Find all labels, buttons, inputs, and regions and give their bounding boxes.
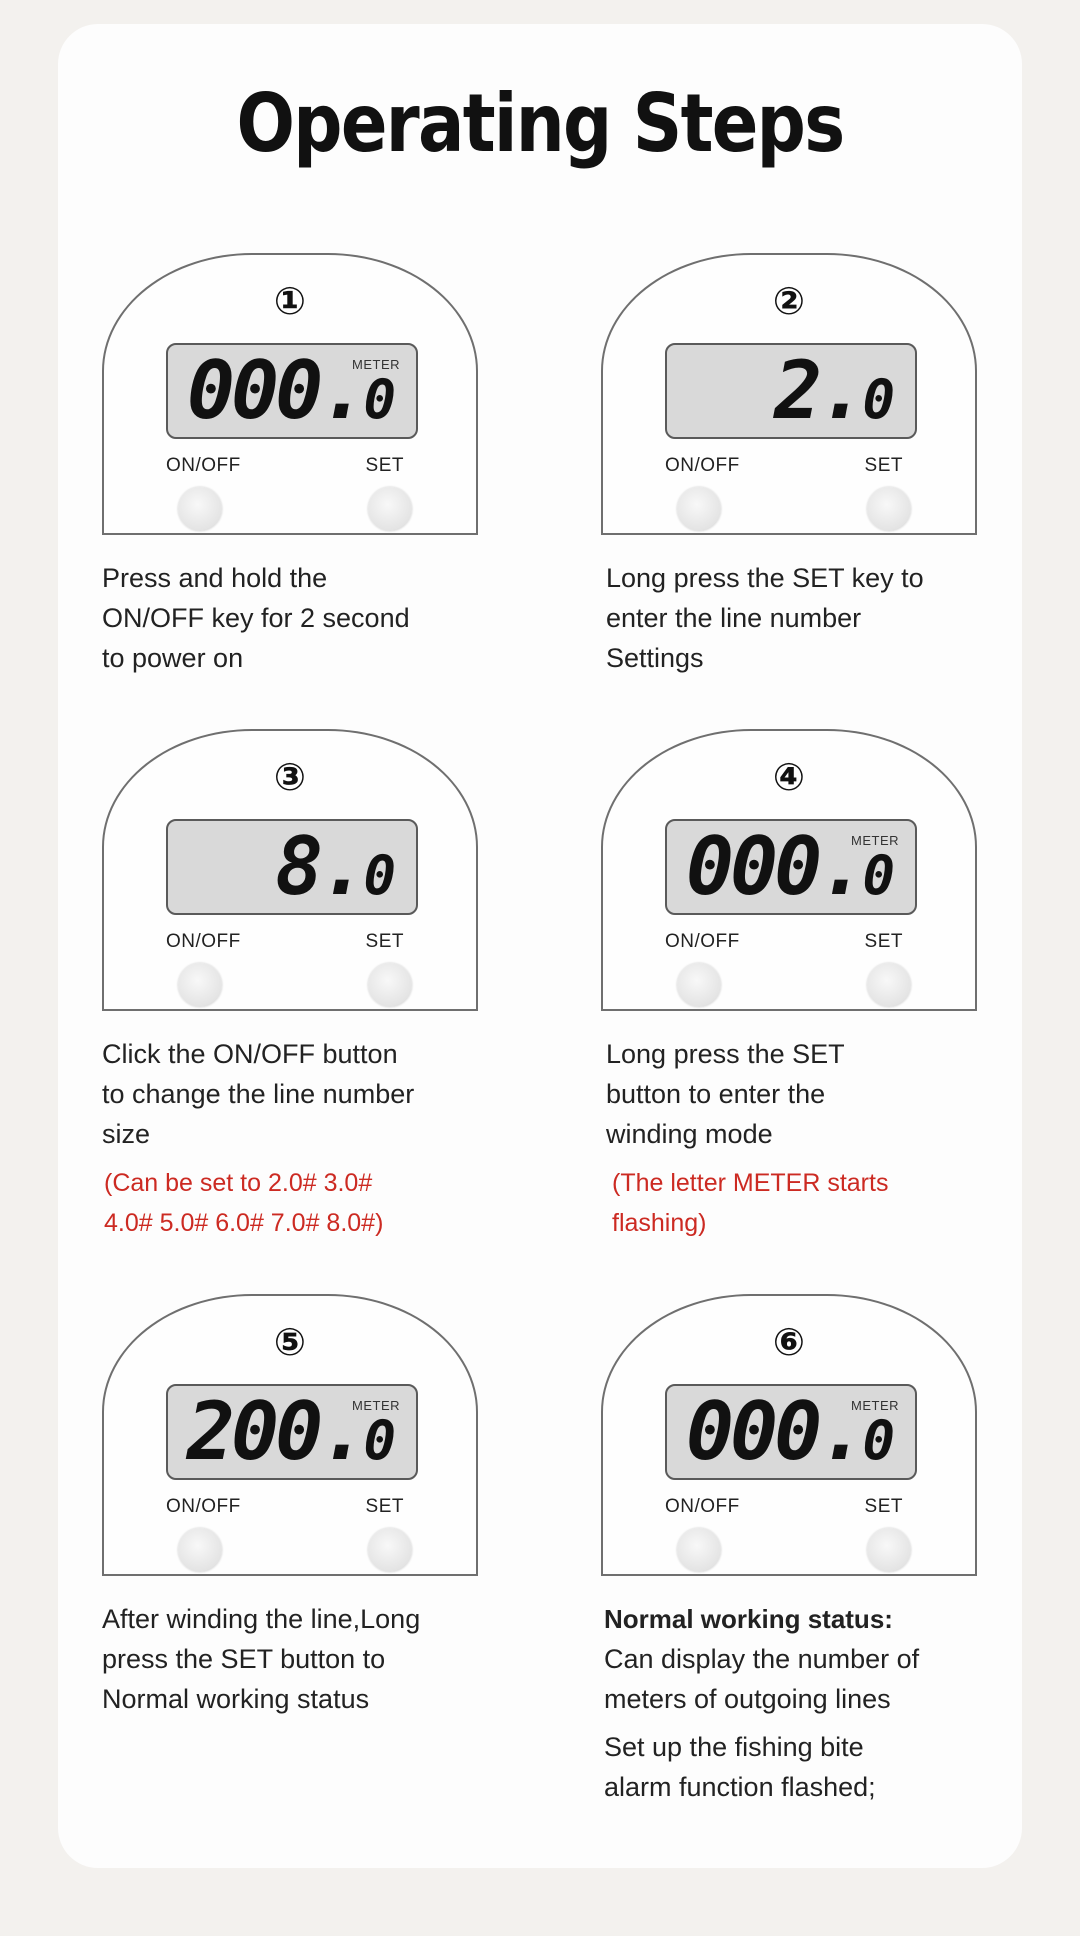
lcd-digits xyxy=(685,820,895,913)
device-step-2 xyxy=(601,253,977,535)
desc-line: ON/OFF key for 2 second xyxy=(102,603,410,633)
desc-line: Set up the fishing bite xyxy=(604,1732,864,1762)
step-number: ② xyxy=(772,281,806,323)
on-off-button[interactable] xyxy=(178,963,222,1007)
lcd-screen xyxy=(665,819,917,915)
desc-line: alarm function flashed; xyxy=(604,1772,876,1802)
set-label: SET xyxy=(864,1496,903,1517)
on-off-button[interactable] xyxy=(677,1528,721,1572)
meter-label: METER xyxy=(851,833,899,848)
step-number: ① xyxy=(273,281,307,323)
set-label: SET xyxy=(365,931,404,952)
lcd-digits xyxy=(774,344,895,437)
desc-line: Can display the number of xyxy=(604,1644,920,1674)
lcd-decimal-digit: 0 xyxy=(862,1409,895,1472)
step-3-note xyxy=(104,1163,383,1243)
lcd-main-digits: 2. xyxy=(774,344,863,437)
meter-label: METER xyxy=(352,1398,400,1413)
desc-line: to power on xyxy=(102,643,244,673)
device-step-5 xyxy=(102,1294,478,1576)
desc-line: button to enter the xyxy=(606,1079,826,1109)
step-number: ⑤ xyxy=(273,1322,307,1364)
lcd-screen xyxy=(166,819,418,915)
note-line: (The letter METER starts xyxy=(612,1169,889,1197)
set-button[interactable] xyxy=(368,487,412,531)
on-off-button[interactable] xyxy=(178,487,222,531)
step-6-description xyxy=(604,1599,919,1807)
lcd-decimal-digit: 0 xyxy=(862,844,895,907)
desc-line: size xyxy=(102,1119,151,1149)
set-label: SET xyxy=(365,455,404,476)
on-off-label: ON/OFF xyxy=(166,931,241,952)
step-number: ④ xyxy=(772,757,806,799)
set-button[interactable] xyxy=(368,1528,412,1572)
lcd-decimal-digit: 0 xyxy=(363,368,396,431)
step-5-description xyxy=(102,1599,420,1719)
desc-line: Long press the SET key to xyxy=(606,563,924,593)
set-button[interactable] xyxy=(867,1528,911,1572)
desc-line: winding mode xyxy=(606,1119,773,1149)
desc-heading: Normal working status: xyxy=(604,1604,893,1634)
step-4-note xyxy=(612,1163,888,1243)
lcd-decimal-digit: 0 xyxy=(862,368,895,431)
desc-line: Press and hold the xyxy=(102,563,328,593)
lcd-main-digits: 000. xyxy=(685,1385,863,1478)
desc-line: After winding the line,Long xyxy=(102,1604,421,1634)
lcd-digits xyxy=(275,820,396,913)
lcd-screen xyxy=(166,1384,418,1480)
lcd-decimal-digit: 0 xyxy=(363,1409,396,1472)
desc-line: to change the line number xyxy=(102,1079,415,1109)
note-line: flashing) xyxy=(612,1209,707,1237)
device-step-3 xyxy=(102,729,478,1011)
desc-line: Click the ON/OFF button xyxy=(102,1039,398,1069)
desc-line: press the SET button to xyxy=(102,1644,386,1674)
step-number: ⑥ xyxy=(772,1322,806,1364)
on-off-label: ON/OFF xyxy=(166,455,241,476)
on-off-button[interactable] xyxy=(677,487,721,531)
lcd-digits xyxy=(186,344,396,437)
set-label: SET xyxy=(864,455,903,476)
device-step-1 xyxy=(102,253,478,535)
desc-line: meters of outgoing lines xyxy=(604,1684,891,1714)
meter-label: METER xyxy=(352,357,400,372)
step-4-description xyxy=(606,1034,845,1154)
lcd-digits xyxy=(685,1385,895,1478)
lcd-main-digits: 200. xyxy=(186,1385,364,1478)
step-1-description xyxy=(102,558,410,678)
lcd-screen xyxy=(166,343,418,439)
on-off-button[interactable] xyxy=(178,1528,222,1572)
note-line: (Can be set to 2.0# 3.0# xyxy=(104,1169,373,1197)
lcd-main-digits: 8. xyxy=(275,820,364,913)
set-label: SET xyxy=(864,931,903,952)
lcd-digits xyxy=(186,1385,396,1478)
set-button[interactable] xyxy=(867,487,911,531)
meter-label: METER xyxy=(851,1398,899,1413)
on-off-label: ON/OFF xyxy=(665,931,740,952)
lcd-main-digits: 000. xyxy=(186,344,364,437)
on-off-label: ON/OFF xyxy=(665,455,740,476)
step-2-description xyxy=(606,558,924,678)
desc-line: enter the line number xyxy=(606,603,862,633)
on-off-button[interactable] xyxy=(677,963,721,1007)
note-line: 4.0# 5.0# 6.0# 7.0# 8.0#) xyxy=(104,1209,384,1237)
set-button[interactable] xyxy=(368,963,412,1007)
device-step-4 xyxy=(601,729,977,1011)
set-label: SET xyxy=(365,1496,404,1517)
step-3-description xyxy=(102,1034,414,1154)
desc-line: Long press the SET xyxy=(606,1039,845,1069)
lcd-main-digits: 000. xyxy=(685,820,863,913)
desc-line: Settings xyxy=(606,643,704,673)
device-step-6 xyxy=(601,1294,977,1576)
lcd-decimal-digit: 0 xyxy=(363,844,396,907)
on-off-label: ON/OFF xyxy=(665,1496,740,1517)
on-off-label: ON/OFF xyxy=(166,1496,241,1517)
set-button[interactable] xyxy=(867,963,911,1007)
lcd-screen xyxy=(665,343,917,439)
page-title: Operating Steps xyxy=(236,77,844,170)
lcd-screen xyxy=(665,1384,917,1480)
desc-line: Normal working status xyxy=(102,1684,370,1714)
step-number: ③ xyxy=(273,757,307,799)
